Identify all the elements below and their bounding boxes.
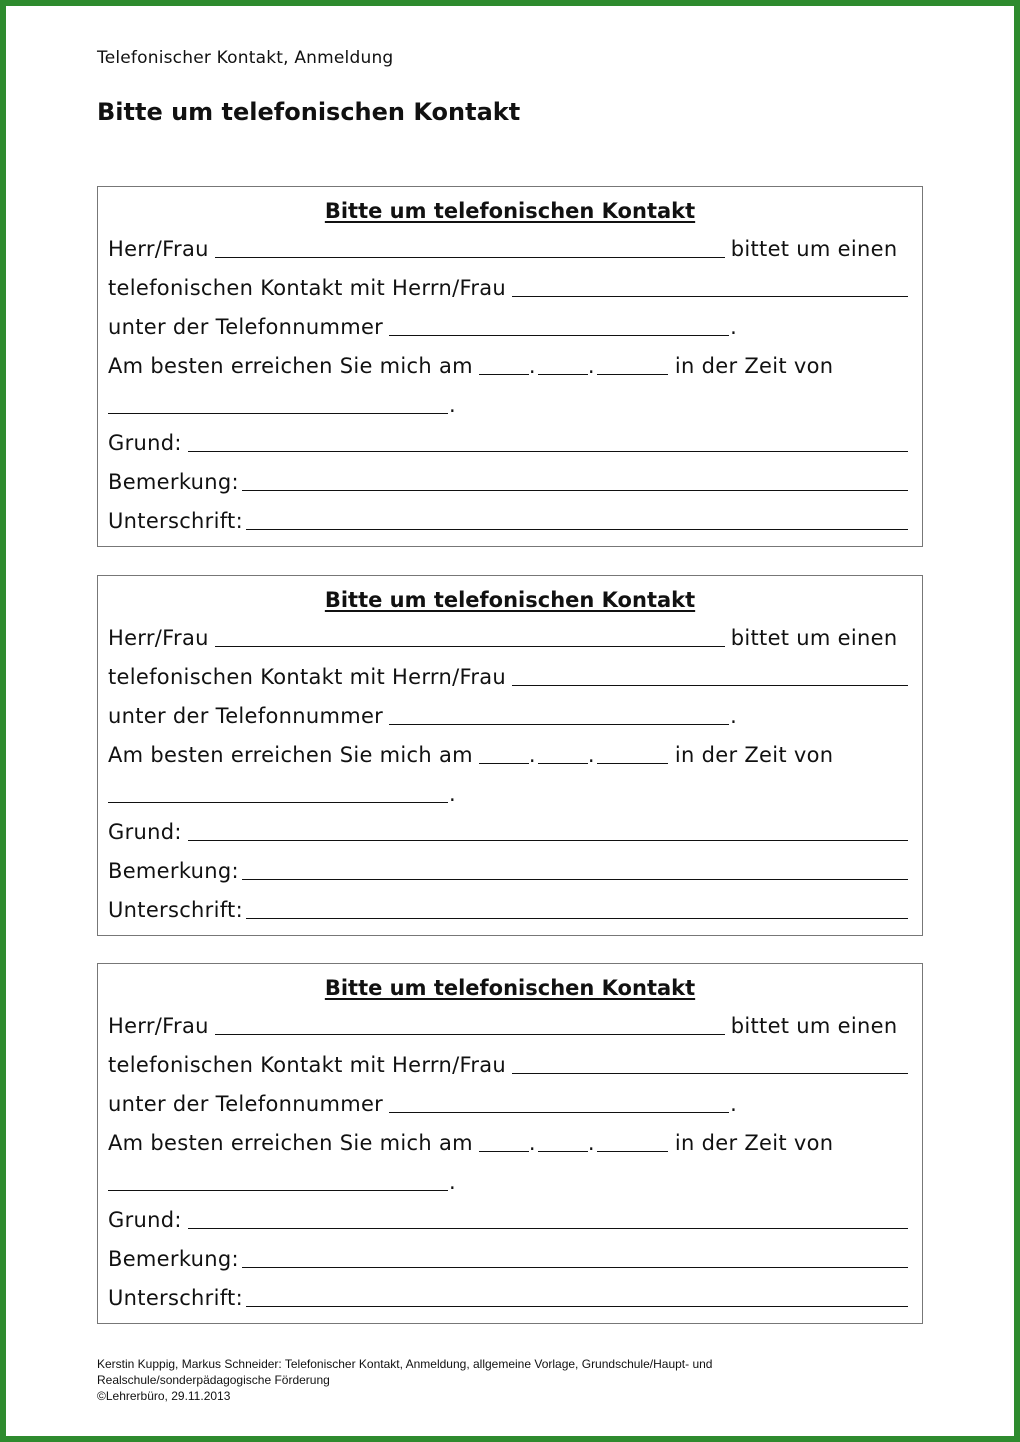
- label-contact-with: telefonischen Kontakt mit Herrn/Frau: [108, 276, 507, 300]
- reason-field[interactable]: [188, 817, 908, 841]
- form-row-contact-person: [108, 1047, 908, 1077]
- label-phone: unter der Telefonnummer: [108, 704, 384, 728]
- day-field[interactable]: [479, 1128, 529, 1152]
- label-time-from: in der Zeit von: [674, 1131, 834, 1155]
- date-separator: .: [528, 354, 536, 378]
- form-row-unterschrift: [108, 1280, 908, 1310]
- label-herr-frau: Herr/Frau: [108, 1014, 209, 1038]
- label-time-from: in der Zeit von: [674, 354, 834, 378]
- phone-field[interactable]: [389, 701, 729, 725]
- label-phone: unter der Telefonnummer: [108, 315, 384, 339]
- label-unterschrift: Unterschrift:: [108, 1286, 243, 1310]
- label-time-from: in der Zeit von: [674, 743, 834, 767]
- period-mark: .: [730, 315, 738, 339]
- label-contact-with: telefonischen Kontakt mit Herrn/Frau: [108, 1053, 507, 1077]
- year-field[interactable]: [597, 1128, 668, 1152]
- form-row-contact-person: [108, 659, 908, 689]
- form-row-grund: [108, 814, 908, 844]
- day-field[interactable]: [479, 351, 529, 375]
- form-title: Bitte um telefonischen Kontakt: [324, 588, 696, 612]
- date-separator: .: [528, 743, 536, 767]
- contact-person-field[interactable]: [512, 662, 908, 686]
- label-herr-frau: Herr/Frau: [108, 237, 209, 261]
- period-mark: .: [449, 1170, 456, 1194]
- signature-field[interactable]: [246, 1283, 908, 1307]
- form-row-name: [108, 620, 908, 650]
- form-row-date: [108, 737, 908, 767]
- name-field[interactable]: [215, 1011, 725, 1035]
- form-row-date: [108, 348, 908, 378]
- period-mark: .: [449, 393, 456, 417]
- form-row-grund: [108, 425, 908, 455]
- label-grund: Grund:: [108, 431, 182, 455]
- label-grund: Grund:: [108, 1208, 182, 1232]
- label-phone: unter der Telefonnummer: [108, 1092, 384, 1116]
- label-best-reach: Am besten erreichen Sie mich am: [108, 743, 473, 767]
- label-contact-with: telefonischen Kontakt mit Herrn/Frau: [108, 665, 507, 689]
- form-row-bemerkung: [108, 853, 908, 883]
- form-row-phone: [108, 1086, 908, 1116]
- form-row-phone: [108, 698, 908, 728]
- form-title: Bitte um telefonischen Kontakt: [324, 199, 696, 223]
- label-bemerkung: Bemerkung:: [108, 470, 239, 494]
- date-separator: .: [528, 1131, 536, 1155]
- contact-form-card-1: [97, 186, 923, 547]
- form-row-phone: [108, 309, 908, 339]
- reason-field[interactable]: [188, 1205, 908, 1229]
- contact-form-card-3: [97, 963, 923, 1324]
- month-field[interactable]: [538, 1128, 588, 1152]
- label-bittet: bittet um einen: [730, 237, 898, 261]
- signature-field[interactable]: [246, 895, 908, 919]
- remark-field[interactable]: [242, 467, 908, 491]
- contact-form-card-2: [97, 575, 923, 936]
- form-row-time: [108, 776, 908, 806]
- page-title: Bitte um telefonischen Kontakt: [97, 98, 521, 126]
- footer-copyright: ©Lehrerbüro, 29.11.2013: [97, 1389, 231, 1403]
- label-herr-frau: Herr/Frau: [108, 626, 209, 650]
- period-mark: .: [449, 782, 456, 806]
- time-field[interactable]: [108, 779, 448, 803]
- footer-school-type: Realschule/sonderpädagogische Förderung: [97, 1373, 330, 1387]
- form-row-time: [108, 387, 908, 417]
- form-row-bemerkung: [108, 464, 908, 494]
- name-field[interactable]: [215, 234, 725, 258]
- contact-person-field[interactable]: [512, 1050, 908, 1074]
- label-best-reach: Am besten erreichen Sie mich am: [108, 1131, 473, 1155]
- form-title: Bitte um telefonischen Kontakt: [324, 976, 696, 1000]
- label-best-reach: Am besten erreichen Sie mich am: [108, 354, 473, 378]
- form-row-unterschrift: [108, 892, 908, 922]
- label-unterschrift: Unterschrift:: [108, 898, 243, 922]
- year-field[interactable]: [597, 740, 668, 764]
- date-separator: .: [587, 743, 595, 767]
- reason-field[interactable]: [188, 428, 908, 452]
- time-field[interactable]: [108, 1167, 448, 1191]
- day-field[interactable]: [479, 740, 529, 764]
- label-unterschrift: Unterschrift:: [108, 509, 243, 533]
- form-row-bemerkung: [108, 1241, 908, 1271]
- form-row-time: [108, 1164, 908, 1194]
- form-row-name: [108, 1008, 908, 1038]
- footer-authors: Kerstin Kuppig, Markus Schneider: Telefonischer Kontakt, Anmeldung, allgemeine Vorlage, Grundschule/Haupt- und: [97, 1357, 713, 1371]
- phone-field[interactable]: [389, 312, 729, 336]
- signature-field[interactable]: [246, 506, 908, 530]
- label-bemerkung: Bemerkung:: [108, 1247, 239, 1271]
- time-field[interactable]: [108, 390, 448, 414]
- form-row-grund: [108, 1202, 908, 1232]
- contact-person-field[interactable]: [512, 273, 908, 297]
- period-mark: .: [730, 704, 738, 728]
- form-row-contact-person: [108, 270, 908, 300]
- phone-field[interactable]: [389, 1089, 729, 1113]
- month-field[interactable]: [538, 351, 588, 375]
- document-footer: [97, 1356, 712, 1404]
- period-mark: .: [730, 1092, 738, 1116]
- month-field[interactable]: [538, 740, 588, 764]
- label-bittet: bittet um einen: [730, 626, 898, 650]
- remark-field[interactable]: [242, 1244, 908, 1268]
- form-row-date: [108, 1125, 908, 1155]
- label-grund: Grund:: [108, 820, 182, 844]
- form-row-unterschrift: [108, 503, 908, 533]
- label-bittet: bittet um einen: [730, 1014, 898, 1038]
- date-separator: .: [587, 1131, 595, 1155]
- label-bemerkung: Bemerkung:: [108, 859, 239, 883]
- remark-field[interactable]: [242, 856, 908, 880]
- form-row-name: [108, 231, 908, 261]
- date-separator: .: [587, 354, 595, 378]
- year-field[interactable]: [597, 351, 668, 375]
- document-header: Telefonischer Kontakt, Anmeldung: [97, 48, 394, 68]
- name-field[interactable]: [215, 623, 725, 647]
